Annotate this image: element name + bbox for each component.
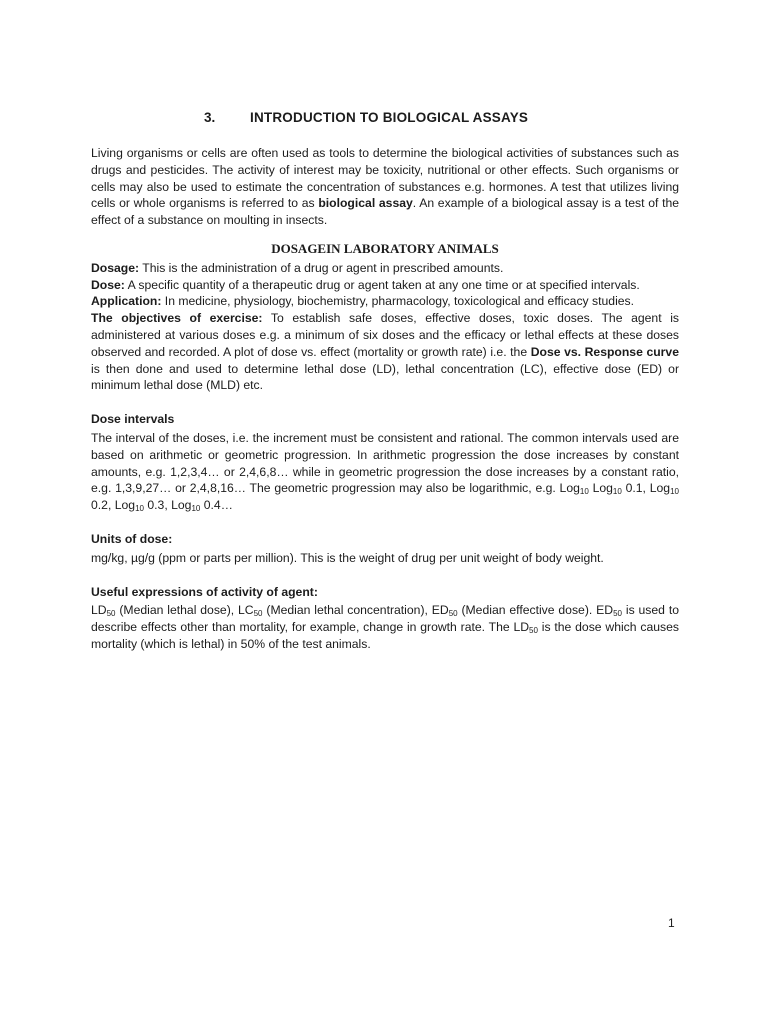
- log-base: 10: [670, 487, 679, 497]
- subscript-50: 50: [613, 609, 622, 619]
- definition-term: Application:: [91, 294, 162, 309]
- subscript-50: 50: [253, 609, 263, 619]
- chapter-title: INTRODUCTION TO BIOLOGICAL ASSAYS: [250, 110, 529, 125]
- definition-text: A specific quantity of a therapeutic drug or agent taken at any one time or at specified intervals.: [124, 277, 640, 292]
- subscript-50: 50: [106, 609, 116, 619]
- chapter-number: 3.: [204, 110, 216, 125]
- subscript-50: 50: [448, 609, 458, 619]
- definition-dose: [91, 277, 679, 294]
- objectives-label: The objectives of exercise:: [91, 311, 263, 326]
- log-base: 10: [612, 487, 622, 497]
- definition-term: Dosage:: [91, 260, 140, 275]
- log-value: 0.1,: [625, 481, 646, 496]
- section-heading-dosage: DOSAGEIN LABORATORY ANIMALS: [271, 240, 499, 256]
- expressions-text: is the dose which causes mortality (which is lethal) in 50% of the test animals.: [91, 620, 679, 651]
- log-word: Log: [559, 481, 580, 496]
- expressions-heading: Useful expressions of activity of agent:: [91, 584, 318, 599]
- intro-paragraph: [91, 145, 679, 229]
- objectives-text-after: is then done and used to determine lethal dose (LD), lethal concentration (LC), effective dose (ED) or minimum lethal dose (MLD) etc.: [91, 361, 679, 393]
- expressions-text: (Median lethal dose),: [115, 603, 239, 618]
- definition-dosage: [91, 260, 679, 277]
- intro-text-after: . An example of a biological assay is a test of the effect of a substance on moulting in insects.: [91, 196, 680, 228]
- document-body: [91, 145, 679, 653]
- objectives-bold-term: Dose vs. Response curve: [530, 344, 679, 359]
- log-word: Log: [649, 481, 671, 496]
- units-paragraph: mg/kg, µg/g (ppm or parts per million). This is the weight of drug per unit weight of body weight.: [91, 550, 604, 565]
- log-value: 0.2,: [91, 498, 112, 513]
- expressions-text: is used to describe effects other than mortality, for example, change in growth rate. The: [91, 603, 679, 635]
- dose-intervals-heading: Dose intervals: [91, 412, 175, 427]
- units-heading: Units of dose:: [91, 531, 173, 546]
- intro-text-before: Living organisms or cells are often used as tools to determine the biological activities of substances such as drugs and pesticides. The activity of interest may be toxicity, nutritional or other effects. Such organisms or cells may also be used to estimate the concentration of substances e.g. hormones. A test that utilizes living cells or whole organisms is referred to as: [91, 146, 679, 211]
- ed-abbr: ED: [431, 603, 449, 618]
- log-value: 0.3,: [147, 498, 168, 513]
- log-base: 10: [135, 504, 144, 514]
- expressions-text: (Median lethal concentration),: [262, 603, 432, 618]
- ld-abbr: LD: [91, 603, 107, 618]
- intro-bold-term: biological assay: [318, 196, 413, 211]
- expressions-paragraph: [91, 602, 679, 652]
- log-value: 0.4…: [203, 498, 233, 513]
- ed-abbr: ED: [596, 603, 614, 618]
- objectives-text-before: To establish safe doses, effective doses, toxic doses. The agent is administered at various doses e.g. a minimum of six doses and the efficacy or lethal effects at these doses observed and recorded. A plot of dose vs. effect (mortality or growth rate) i.e. the: [91, 311, 679, 359]
- expressions-text: (Median effective dose).: [457, 603, 597, 618]
- chapter-heading: [0, 110, 768, 128]
- ld-abbr: LD: [513, 620, 530, 635]
- definition-text: In medicine, physiology, biochemistry, pharmacology, toxicological and efficacy studies.: [161, 294, 635, 309]
- log-word: Log: [171, 498, 192, 513]
- page-number: 1: [668, 916, 675, 930]
- log-word: Log: [592, 481, 613, 496]
- definition-text: This is the administration of a drug or agent in prescribed amounts.: [139, 260, 504, 275]
- lc-abbr: LC: [238, 603, 254, 618]
- log-word: Log: [114, 498, 136, 513]
- definition-term: Dose:: [91, 277, 125, 292]
- objectives-paragraph: [91, 310, 679, 394]
- definition-application: [91, 293, 679, 310]
- log-base: 10: [579, 487, 589, 497]
- log-base: 10: [191, 504, 201, 514]
- dose-intervals-paragraph: [91, 430, 679, 514]
- subscript-50: 50: [529, 626, 538, 636]
- dose-intervals-text: The interval of the doses, i.e. the increment must be consistent and rational. The common intervals used are based on arithmetic or geometric progression. In arithmetic progression the dose increases by constant amounts, e.g. 1,2,3,4… or 2,4,6,8… while in geometric progression the dose increases by a constant ratio, e.g. 1,3,9,27… or 2,4,8,16… The geometric progression may also be logarithmic, e.g.: [91, 430, 679, 496]
